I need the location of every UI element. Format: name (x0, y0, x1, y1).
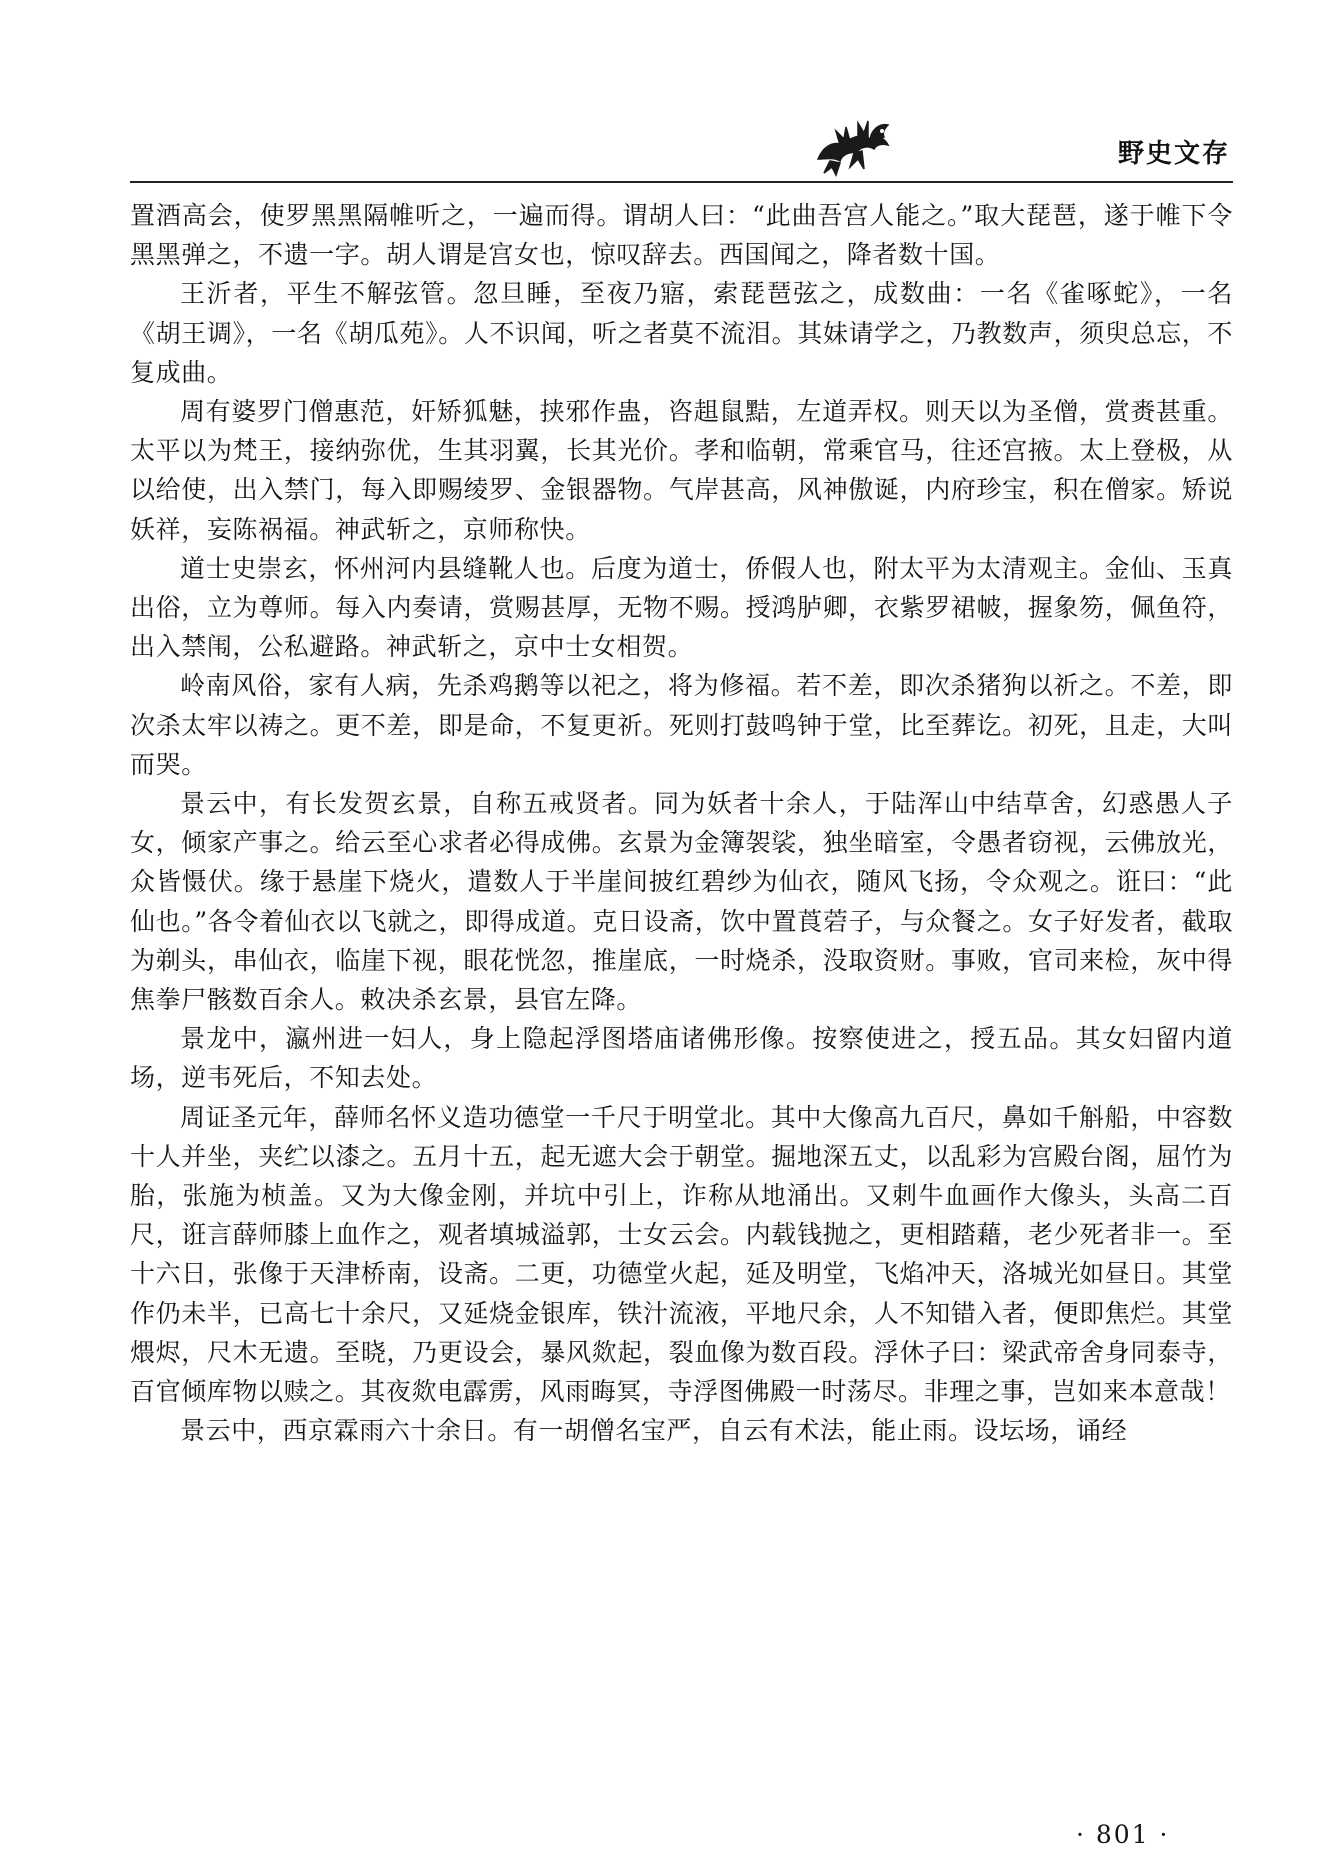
paragraph: 景龙中，瀛州进一妇人，身上隐起浮图塔庙诸佛形像。按察使进之，授五品。其女妇留内道场，逆韦死后，不知去处。 (130, 1024, 1233, 1093)
paragraph: 王沂者，平生不解弦管。忽旦睡，至夜乃寤，索琵琶弦之，成数曲：一名《雀啄蛇》，一名《胡王调》，一名《胡瓜苑》。人不识闻，听之者莫不流泪。其妹请学之，乃教数声，须臾总忘，不复成曲。 (130, 279, 1233, 387)
paragraph: 景云中，西京霖雨六十余日。有一胡僧名宝严，自云有术法，能止雨。设坛场，诵经 (180, 1416, 1128, 1446)
paragraph: 道士史崇玄，怀州河内县缝靴人也。后度为道士，侨假人也，附太平为太清观主。金仙、玉真出俗，立为尊师。每入内奏请，赏赐甚厚，无物不赐。授鸿胪卿，衣紫罗裙帔，握象笏，佩鱼符，出入禁闱，公私避路。神武斩之，京中士女相贺。 (130, 553, 1233, 662)
paragraph: 周证圣元年，薛师名怀义造功德堂一千尺于明堂北。其中大像高九百尺，鼻如千斛船，中容数十人并坐，夹纻以漆之。五月十五，起无遮大会于朝堂。掘地深五丈，以乱彩为宫殿台阁，屈竹为胎，张施为桢盖。又为大像金刚，并坑中引上，诈称从地涌出。又刺牛血画作大像头，头高二百尺，诳言薛师膝上血作之，观者填城溢郭，士女云会。内载钱抛之，更相踏藉，老少死者非一。至十六日，张像于天津桥南，设斋。二更，功德堂火起，延及明堂，飞焰冲天，洛城光如昼日。其堂作仍未半，已高七十余尺，又延烧金银库，铁汁流液，平地尺余，人不知错入者，便即焦烂。其堂煨烬，尺木无遗。至晓，乃更设会，暴风欻起，裂血像为数百段。浮休子曰：梁武帝舍身同泰寺，百官倾库物以赎之。其夜欻电霹雳，风雨晦冥，寺浮图佛殿一时荡尽。非理之事，岂如来本意哉！ (130, 1102, 1233, 1407)
body-text (130, 196, 1233, 1451)
page-number: · 801 · (1076, 1820, 1170, 1849)
dragon-icon (810, 115, 894, 177)
paragraph: 周有婆罗门僧惠范，奸矫狐魅，挟邪作蛊，咨趄鼠黠，左道弄权。则天以为圣僧，赏赉甚重。太平以为梵王，接纳弥优，生其羽翼，长其光价。孝和临朝，常乘官马，往还宫掖。太上登极，从以给使，出入禁门，每入即赐绫罗、金银器物。气岸甚高，风神傲诞，内府珍宝，积在僧家。矫说妖祥，妄陈祸福。神武斩之，京师称快。 (130, 397, 1233, 544)
paragraph: 景云中，有长发贺玄景，自称五戒贤者。同为妖者十余人，于陆浑山中结草舍，幻惑愚人子女，倾家产事之。给云至心求者必得成佛。玄景为金簿袈裟，独坐暗室，令愚者窃视，云佛放光，众皆慑伏。缘于悬崖下烧火，遣数人于半崖间披红碧纱为仙衣，随风飞扬，令众观之。诳曰：“此仙也。”各令着仙衣以飞就之，即得成道。克日设斋，饮中置莨菪子，与众餐之。女子好发者，截取为剃头，串仙衣，临崖下视，眼花恍忽，推崖底，一时烧杀，没取资财。事败，官司来检，灰中得焦拳尸骸数百余人。敕决杀玄景，县官左降。 (130, 789, 1233, 1015)
header-rule (130, 181, 1233, 183)
paragraph: 岭南风俗，家有人病，先杀鸡鹅等以祀之，将为修福。若不差，即次杀猪狗以祈之。不差，即次杀太牢以祷之。更不差，即是命，不复更祈。死则打鼓鸣钟于堂，比至葬讫。初死，且走，大叫而哭。 (130, 671, 1233, 779)
header-title: 野史文存 (1117, 139, 1230, 169)
paragraph: 置酒高会，使罗黑黑隔帷听之，一遍而得。谓胡人曰：“此曲吾宫人能之。”取大琵琶，遂于帷下令黑黑弹之，不遗一字。胡人谓是宫女也，惊叹辞去。西国闻之，降者数十国。 (130, 201, 1233, 270)
running-header (800, 115, 1230, 185)
